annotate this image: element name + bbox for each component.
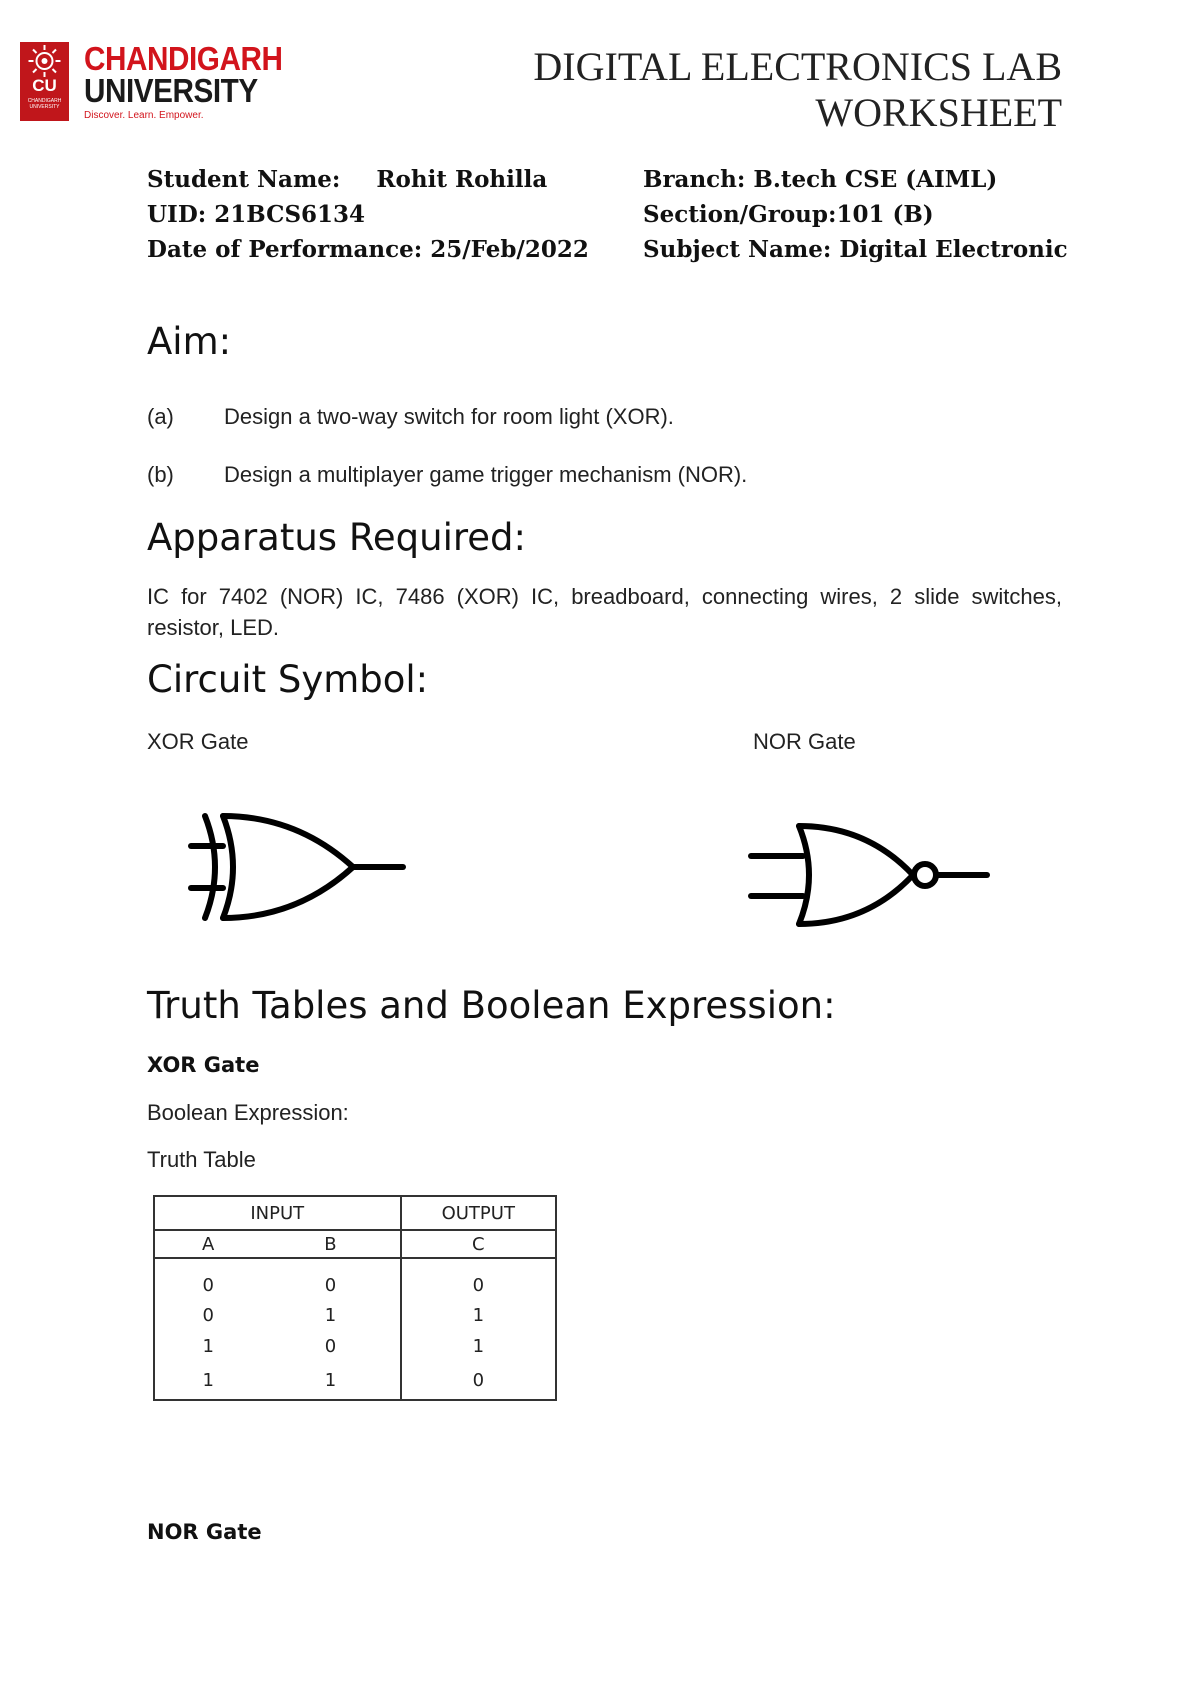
logo-tagline: Discover. Learn. Empower. xyxy=(84,110,204,121)
worksheet-title xyxy=(533,44,1062,136)
table-subheader-row xyxy=(154,1230,556,1258)
xor-truth-table xyxy=(153,1195,557,1401)
student-section: Section/Group:101 (B) xyxy=(643,201,934,228)
input-header: INPUT xyxy=(154,1196,401,1230)
cell-a: 1 xyxy=(154,1331,261,1362)
xor-gate-symbol-icon xyxy=(185,810,415,925)
logo-emblem-text: CU xyxy=(32,76,57,95)
apparatus-text: IC for 7402 (NOR) IC, 7486 (XOR) IC, breadboard, connecting wires, 2 slide switches, resistor, LED. xyxy=(147,584,1062,640)
table-row xyxy=(154,1331,556,1362)
col-a-header: A xyxy=(154,1230,261,1258)
cell-a: 0 xyxy=(154,1258,261,1300)
aim-heading: Aim: xyxy=(147,320,232,363)
cell-b: 1 xyxy=(261,1300,400,1331)
aim-marker-b: (b) xyxy=(147,462,174,487)
table-row xyxy=(154,1258,556,1300)
title-line-1: DIGITAL ELECTRONICS LAB xyxy=(533,44,1062,89)
output-header: OUTPUT xyxy=(401,1196,556,1230)
aim-item-b: Design a multiplayer game trigger mechanism (NOR). xyxy=(224,462,748,487)
truth-table-label: Truth Table xyxy=(147,1147,256,1172)
circuit-symbol-heading: Circuit Symbol: xyxy=(147,658,429,701)
date-of-performance: Date of Performance: 25/Feb/2022 xyxy=(147,236,589,263)
nor-gate-label: NOR Gate xyxy=(753,729,856,754)
logo-emblem xyxy=(20,42,69,121)
student-name-label: Student Name: xyxy=(147,166,341,193)
university-logo xyxy=(20,40,283,122)
student-name-value: Rohit Rohilla xyxy=(376,166,548,193)
aim-marker-a: (a) xyxy=(147,404,174,429)
xor-gate-title: XOR Gate xyxy=(147,1053,260,1077)
cell-c: 1 xyxy=(401,1331,556,1362)
title-line-2: WORKSHEET xyxy=(815,90,1062,135)
cell-b: 1 xyxy=(261,1362,400,1400)
aim-item-a: Design a two-way switch for room light (XOR). xyxy=(224,404,674,429)
cell-a: 0 xyxy=(154,1300,261,1331)
cell-c: 0 xyxy=(401,1362,556,1400)
student-branch: Branch: B.tech CSE (AIML) xyxy=(643,166,998,193)
table-row xyxy=(154,1362,556,1400)
logo-word-chandigarh: CHANDIGARH xyxy=(84,40,283,77)
cell-c: 0 xyxy=(401,1258,556,1300)
cell-b: 0 xyxy=(261,1331,400,1362)
student-uid: UID: 21BCS6134 xyxy=(147,201,366,228)
subject-name: Subject Name: Digital Electronic xyxy=(643,236,1068,263)
apparatus-heading: Apparatus Required: xyxy=(147,516,526,559)
cell-b: 0 xyxy=(261,1258,400,1300)
cell-a: 1 xyxy=(154,1362,261,1400)
table-row xyxy=(154,1300,556,1331)
col-c-header: C xyxy=(401,1230,556,1258)
table-header-row xyxy=(154,1196,556,1230)
logo-word-university: UNIVERSITY xyxy=(84,72,258,109)
boolean-expression-label: Boolean Expression: xyxy=(147,1100,349,1125)
student-name-row xyxy=(147,166,547,193)
logo-emblem-small-text: CHANDIGARH UNIVERSITY xyxy=(27,98,62,110)
nor-gate-title: NOR Gate xyxy=(147,1520,262,1544)
cell-c: 1 xyxy=(401,1300,556,1331)
col-b-header: B xyxy=(261,1230,400,1258)
xor-gate-label: XOR Gate xyxy=(147,729,249,754)
nor-gate-symbol-icon xyxy=(745,818,995,933)
truth-tables-heading: Truth Tables and Boolean Expression: xyxy=(147,984,836,1027)
